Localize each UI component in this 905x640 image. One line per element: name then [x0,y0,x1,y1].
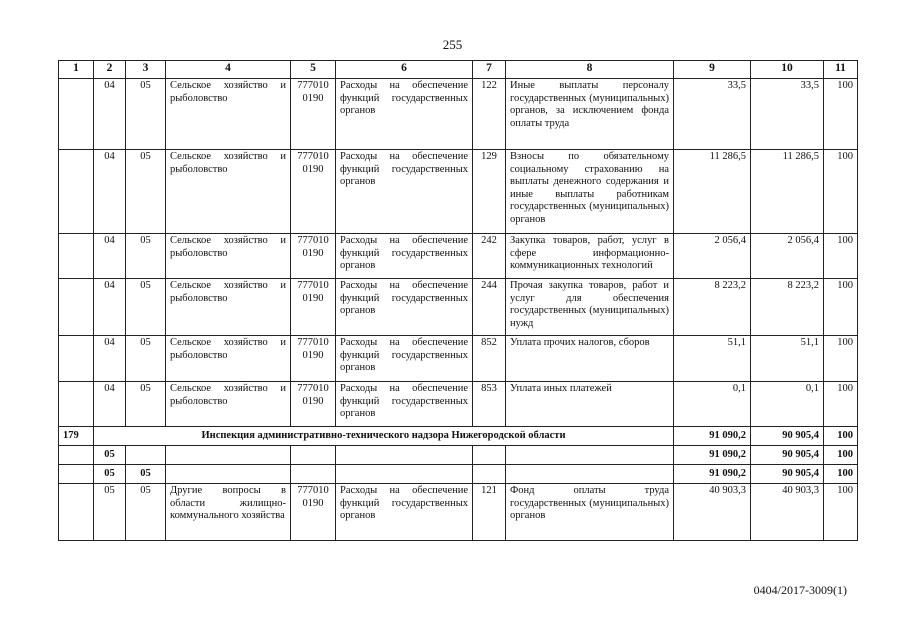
cell-planned: 0,1 [674,382,751,427]
cell-article-name: Расходы на обеспечение функций государственных органов [336,79,473,150]
col-header: 9 [674,61,751,79]
cell-expense-name: Уплата прочих налогов, сборов [506,336,674,382]
cell-planned: 33,5 [674,79,751,150]
cell-c1 [59,446,94,465]
cell-target-article: 777010 0190 [291,382,336,427]
cell-article-name: Расходы на обеспечение функций государственных органов [336,484,473,541]
cell-expense-type [473,465,506,484]
cell-actual: 8 223,2 [751,279,824,336]
cell-actual: 33,5 [751,79,824,150]
cell-target-article: 777010 0190 [291,234,336,279]
cell-org-code: 179 [59,427,94,446]
cell-section-name: Сельское хозяйство и рыболовство [166,234,291,279]
cell-expense-type: 242 [473,234,506,279]
cell-section: 04 [94,279,126,336]
cell-subsection: 05 [126,279,166,336]
cell-actual: 2 056,4 [751,234,824,279]
page-number: 255 [442,37,463,52]
cell-section-name [166,446,291,465]
document-code: 0404/2017-3009(1) [753,583,847,597]
cell-c1 [59,382,94,427]
cell-subsection [126,446,166,465]
cell-expense-name: Фонд оплаты труда государственных (муниципальных) органов [506,484,674,541]
cell-planned: 51,1 [674,336,751,382]
cell-section: 05 [94,484,126,541]
cell-section-name: Сельское хозяйство и рыболовство [166,336,291,382]
cell-percent: 100 [824,465,858,484]
col-header: 6 [336,61,473,79]
cell-planned: 40 903,3 [674,484,751,541]
cell-c1 [59,234,94,279]
cell-actual: 51,1 [751,336,824,382]
col-header: 3 [126,61,166,79]
cell-article-name: Расходы на обеспечение функций государственных органов [336,336,473,382]
cell-section: 04 [94,79,126,150]
cell-section: 05 [94,446,126,465]
cell-subsection: 05 [126,382,166,427]
cell-expense-type: 121 [473,484,506,541]
cell-planned: 91 090,2 [674,427,751,446]
cell-actual: 40 903,3 [751,484,824,541]
cell-percent: 100 [824,79,858,150]
cell-article-name [336,465,473,484]
col-header: 8 [506,61,674,79]
cell-percent: 100 [824,336,858,382]
cell-section: 04 [94,336,126,382]
col-header: 10 [751,61,824,79]
cell-section: 04 [94,234,126,279]
col-header: 2 [94,61,126,79]
cell-expense-type: 129 [473,150,506,234]
table-row [59,79,858,150]
cell-expense-name: Прочая закупка товаров, работ и услуг для обеспечения государственных (муниципальных) нужд [506,279,674,336]
cell-expense-name: Иные выплаты персоналу государственных (муниципальных) органов, за исключением фонда оплаты труда [506,79,674,150]
header-row [59,61,858,79]
cell-target-article: 777010 0190 [291,279,336,336]
cell-planned: 91 090,2 [674,465,751,484]
cell-article-name: Расходы на обеспечение функций государственных органов [336,382,473,427]
cell-c1 [59,279,94,336]
cell-percent: 100 [824,427,858,446]
cell-actual: 90 905,4 [751,427,824,446]
cell-section-name: Сельское хозяйство и рыболовство [166,382,291,427]
cell-planned: 91 090,2 [674,446,751,465]
table-row [59,150,858,234]
cell-percent: 100 [824,446,858,465]
col-header: 1 [59,61,94,79]
cell-expense-name [506,446,674,465]
cell-section: 04 [94,382,126,427]
col-header: 5 [291,61,336,79]
cell-target-article: 777010 0190 [291,336,336,382]
cell-section: 05 [94,465,126,484]
cell-c1 [59,465,94,484]
cell-subsection: 05 [126,79,166,150]
cell-c1 [59,150,94,234]
cell-percent: 100 [824,234,858,279]
col-header: 11 [824,61,858,79]
cell-planned: 8 223,2 [674,279,751,336]
col-header: 4 [166,61,291,79]
cell-actual: 0,1 [751,382,824,427]
cell-planned: 11 286,5 [674,150,751,234]
cell-section-name: Сельское хозяйство и рыболовство [166,279,291,336]
cell-section-name [166,465,291,484]
table-row [59,484,858,541]
section-total-row [59,446,858,465]
cell-planned: 2 056,4 [674,234,751,279]
cell-article-name [336,446,473,465]
col-header: 7 [473,61,506,79]
table-row [59,279,858,336]
cell-actual: 11 286,5 [751,150,824,234]
cell-actual: 90 905,4 [751,446,824,465]
table-row [59,336,858,382]
cell-expense-type: 853 [473,382,506,427]
cell-percent: 100 [824,484,858,541]
cell-target-article [291,465,336,484]
org-total-row [59,427,858,446]
subsection-total-row [59,465,858,484]
cell-target-article: 777010 0190 [291,484,336,541]
cell-c1 [59,336,94,382]
cell-section-name: Сельское хозяйство и рыболовство [166,79,291,150]
cell-target-article [291,446,336,465]
cell-subsection: 05 [126,150,166,234]
cell-org-name: Инспекция административно-технического надзора Нижегородской области [94,427,674,446]
cell-expense-type: 244 [473,279,506,336]
cell-section: 04 [94,150,126,234]
cell-target-article: 777010 0190 [291,150,336,234]
cell-expense-name: Взносы по обязательному социальному страхованию на выплаты денежного содержания и иные выплаты работникам государственных (муниципальных) органов [506,150,674,234]
cell-percent: 100 [824,150,858,234]
cell-article-name: Расходы на обеспечение функций государственных органов [336,150,473,234]
table-row [59,234,858,279]
cell-expense-type: 852 [473,336,506,382]
cell-expense-type: 122 [473,79,506,150]
cell-expense-type [473,446,506,465]
cell-subsection: 05 [126,484,166,541]
cell-c1 [59,484,94,541]
cell-target-article: 777010 0190 [291,79,336,150]
cell-percent: 100 [824,279,858,336]
cell-expense-name: Закупка товаров, работ, услуг в сфере информационно-коммуникационных технологий [506,234,674,279]
cell-section-name: Сельское хозяйство и рыболовство [166,150,291,234]
cell-subsection: 05 [126,465,166,484]
cell-section-name: Другие вопросы в области жилищно-коммунального хозяйства [166,484,291,541]
cell-expense-name: Уплата иных платежей [506,382,674,427]
cell-c1 [59,79,94,150]
cell-expense-name [506,465,674,484]
cell-article-name: Расходы на обеспечение функций государственных органов [336,279,473,336]
cell-article-name: Расходы на обеспечение функций государственных органов [336,234,473,279]
budget-table [58,60,858,541]
table-row [59,382,858,427]
cell-subsection: 05 [126,234,166,279]
cell-subsection: 05 [126,336,166,382]
cell-actual: 90 905,4 [751,465,824,484]
cell-percent: 100 [824,382,858,427]
